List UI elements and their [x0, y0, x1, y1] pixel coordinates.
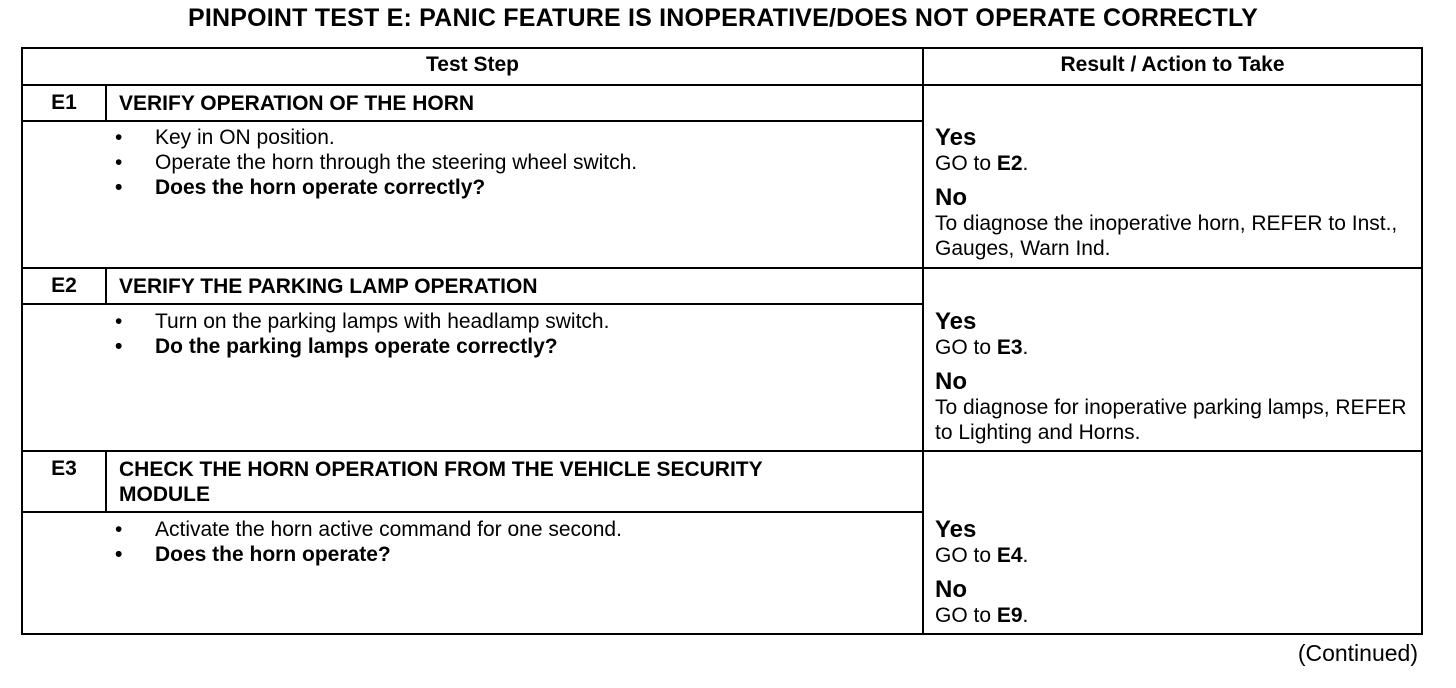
header-result-action: Result / Action to Take: [1060, 53, 1285, 76]
step-question: • Do the parking lamps operate correctly?: [115, 334, 609, 359]
step-question: • Does the horn operate?: [115, 542, 622, 567]
yes-label: Yes: [935, 308, 977, 335]
header-divider: [23, 84, 1421, 86]
row-divider: [23, 450, 1421, 452]
no-label: No: [935, 368, 967, 395]
step-number-e1: E1: [51, 91, 77, 114]
header-test-step: Test Step: [426, 53, 519, 76]
pinpoint-test-table: [21, 47, 1423, 635]
no-action: To diagnose for inoperative parking lamps, REFER to Lighting and Horns.: [935, 396, 1407, 444]
step-title-e1: VERIFY OPERATION OF THE HORN: [119, 92, 475, 115]
step-number-e2: E2: [51, 274, 77, 297]
yes-label: Yes: [935, 124, 977, 151]
column-divider: [922, 49, 924, 633]
continued-note: (Continued): [1297, 640, 1418, 666]
instruction-item: • Key in ON position.: [115, 125, 637, 150]
row-divider: [23, 267, 1421, 269]
yes-action: GO to E4.: [935, 544, 1029, 567]
step-instructions-e1: [115, 125, 637, 200]
step-title-divider: [23, 303, 922, 305]
yes-label: Yes: [935, 516, 977, 543]
goto-step-link: E4: [996, 544, 1023, 567]
yes-action: GO to E3.: [935, 336, 1029, 359]
step-title-e2: VERIFY THE PARKING LAMP OPERATION: [119, 275, 538, 298]
instruction-item: • Operate the horn through the steering wheel switch.: [115, 150, 637, 175]
step-number-divider: [105, 269, 107, 303]
result-cell-e3: [935, 516, 1415, 628]
result-cell-e2: [935, 308, 1415, 445]
step-title-divider: [23, 511, 922, 513]
no-label: No: [935, 576, 967, 603]
goto-step-link: E3: [996, 336, 1023, 359]
step-instructions-e2: [115, 309, 609, 359]
instruction-item: • Turn on the parking lamps with headlamp switch.: [115, 309, 609, 334]
step-number-divider: [105, 452, 107, 511]
no-label: No: [935, 184, 967, 211]
page-title: PINPOINT TEST E: PANIC FEATURE IS INOPERATIVE/DOES NOT OPERATE CORRECTLY: [187, 4, 1259, 32]
no-action: To diagnose the inoperative horn, REFER to Inst., Gauges, Warn Ind.: [935, 212, 1398, 260]
result-cell-e1: [935, 124, 1415, 261]
step-instructions-e3: [115, 517, 622, 567]
goto-step-link: E9: [996, 604, 1023, 627]
step-question: • Does the horn operate correctly?: [115, 175, 637, 200]
no-action: GO to E9.: [935, 604, 1029, 627]
step-number-divider: [105, 86, 107, 120]
step-number-e3: E3: [51, 457, 77, 480]
step-title-divider: [23, 120, 922, 122]
step-title-e3: CHECK THE HORN OPERATION FROM THE VEHICLE SECURITY MODULE: [119, 458, 763, 506]
yes-action: GO to E2.: [935, 152, 1029, 175]
instruction-item: • Activate the horn active command for one second.: [115, 517, 622, 542]
goto-step-link: E2: [996, 152, 1023, 175]
